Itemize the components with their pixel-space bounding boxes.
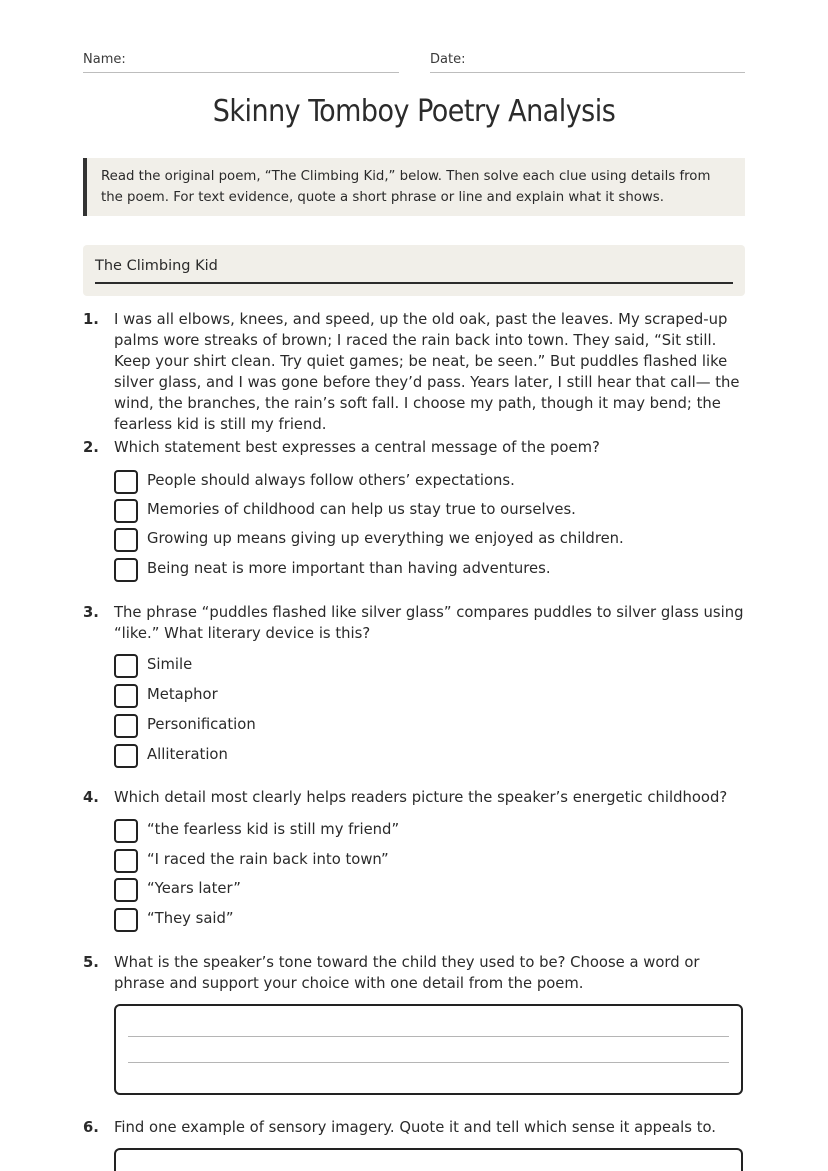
answer-line: [128, 1062, 729, 1063]
date-field[interactable]: [430, 50, 745, 73]
instructions-box: Read the original poem, “The Climbing Kid,” below. Then solve each clue using details from the poem. For text evidence, quote a short phrase or line and explain what it shows.: [83, 158, 745, 216]
question-number: 6.: [83, 1119, 99, 1136]
option-label: Alliteration: [147, 746, 228, 763]
answer-box-6[interactable]: [114, 1148, 743, 1171]
poem-text: I was all elbows, knees, and speed, up the old oak, past the leaves. My scraped-up palms wore streaks of brown; I raced the rain back into town. They said, “Sit still. Keep your shirt clean. Try quiet games; be neat, be seen.” But puddles flashed like silver glass, and I was gone before they’d pass. Years later, I still hear that call— the wind, the branches, the rain’s soft fall. I choose my path, though it may bend; the fearless kid is still my friend.: [114, 311, 740, 433]
date-label: Date:: [430, 52, 466, 67]
question-text: Find one example of sensory imagery. Quote it and tell which sense it appeals to.: [114, 1119, 716, 1136]
option-label: “They said”: [147, 910, 234, 927]
page-title: Skinny Tomboy Poetry Analysis: [212, 94, 616, 129]
checkbox[interactable]: [114, 528, 138, 552]
option-label: Being neat is more important than having adventures.: [147, 560, 551, 577]
question-text: The phrase “puddles flashed like silver glass” compares puddles to silver glass using “like.” What literary device is this?: [114, 604, 744, 642]
option-label: People should always follow others’ expectations.: [147, 472, 515, 489]
option-label: Simile: [147, 656, 193, 673]
name-field[interactable]: [83, 50, 399, 73]
checkbox[interactable]: [114, 714, 138, 738]
checkbox[interactable]: [114, 499, 138, 523]
question-number: 2.: [83, 439, 99, 456]
question-number: 1.: [83, 311, 99, 328]
option-label: “I raced the rain back into town”: [147, 851, 389, 868]
option-label: Metaphor: [147, 686, 218, 703]
checkbox[interactable]: [114, 819, 138, 843]
question-number: 4.: [83, 789, 99, 806]
answer-line: [128, 1036, 729, 1037]
option-label: Personification: [147, 716, 256, 733]
option-label: “Years later”: [147, 880, 241, 897]
checkbox[interactable]: [114, 654, 138, 678]
checkbox[interactable]: [114, 849, 138, 873]
poem-box: [83, 245, 745, 296]
option-label: Memories of childhood can help us stay true to ourselves.: [147, 501, 576, 518]
question-text: Which detail most clearly helps readers picture the speaker’s energetic childhood?: [114, 789, 728, 806]
answer-box-5[interactable]: [114, 1004, 743, 1095]
checkbox[interactable]: [114, 908, 138, 932]
question-number: 3.: [83, 604, 99, 621]
checkbox[interactable]: [114, 744, 138, 768]
checkbox[interactable]: [114, 684, 138, 708]
option-label: “the fearless kid is still my friend”: [147, 821, 400, 838]
question-text: What is the speaker’s tone toward the child they used to be? Choose a word or phrase and support your choice with one detail from the poem.: [114, 954, 700, 992]
checkbox[interactable]: [114, 470, 138, 494]
option-label: Growing up means giving up everything we enjoyed as children.: [147, 530, 624, 547]
question-text: Which statement best expresses a central message of the poem?: [114, 439, 600, 456]
question-number: 5.: [83, 954, 99, 971]
checkbox[interactable]: [114, 558, 138, 582]
name-label: Name:: [83, 52, 126, 67]
header-row: [83, 50, 745, 74]
poem-title: The Climbing Kid: [95, 255, 733, 284]
checkbox[interactable]: [114, 878, 138, 902]
